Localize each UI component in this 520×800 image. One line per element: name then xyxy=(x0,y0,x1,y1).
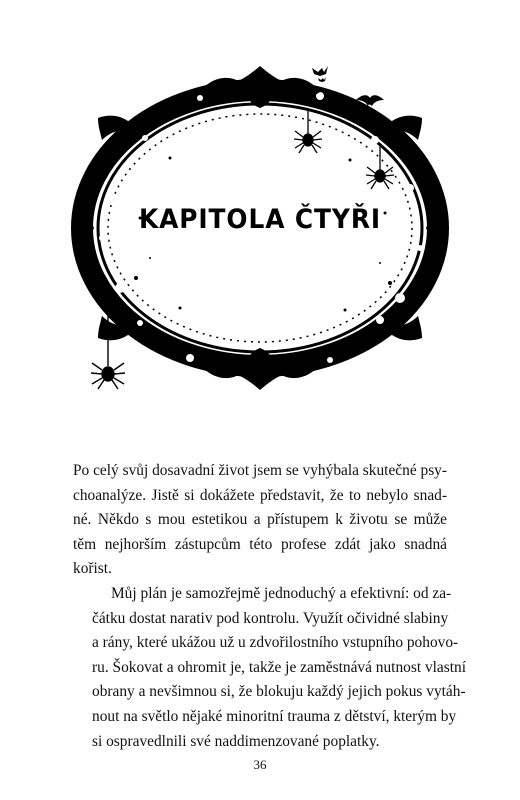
text-line: obrany a nevšimnou si, že blokuju každý jejich pokus vytáh- xyxy=(92,683,466,701)
text-line: Můj plán je samozřejmě jednoduchý a efektivní: od za- xyxy=(111,584,452,602)
paragraph xyxy=(73,582,466,754)
text-line: choanalýze. Jistě si dokážete představit, že to nebylo snad- xyxy=(73,486,447,504)
text-line: nout na světlo nějaké minoritní trauma z dětství, kterým by xyxy=(92,707,457,725)
text-line: kořist. xyxy=(73,560,112,578)
text-line: těm nejhorším zástupcům této profese zdát jako snadná xyxy=(73,535,447,553)
text-line: a rány, které ukážou už u zdvořilostního vstupního pohovo- xyxy=(92,634,459,652)
body-text xyxy=(73,459,466,754)
text-line: né. Někdo s mou estetikou a přístupem k životu se může xyxy=(73,511,447,529)
paragraph xyxy=(73,459,447,582)
text-line: ru. Šokovat a ohromit je, takže je zaměstnává nutnost vlastní xyxy=(92,658,466,676)
chapter-title: KAPITOLA ČTYŘI xyxy=(138,204,382,235)
text-line: čátku dostat narativ pod kontrolu. Využít očividné slabiny xyxy=(92,609,449,627)
text-line: si ospravedlnili své naddimenzované poplatky. xyxy=(92,732,380,750)
page-number: 36 xyxy=(253,757,267,772)
text-line: Po celý svůj dosavadní život jsem se vyhýbala skutečné psy- xyxy=(73,462,448,479)
